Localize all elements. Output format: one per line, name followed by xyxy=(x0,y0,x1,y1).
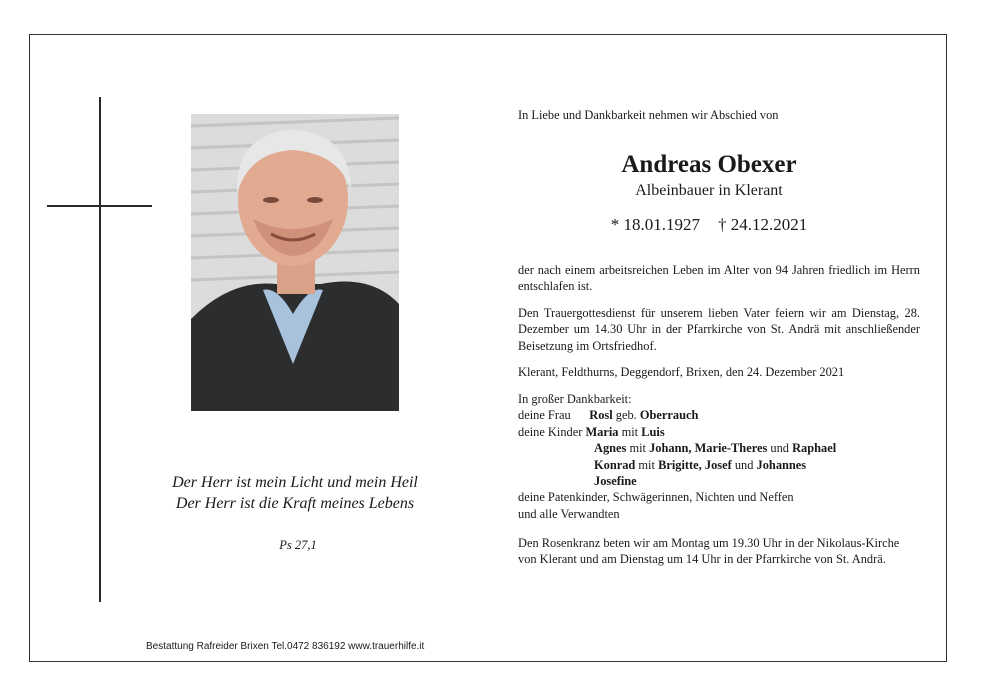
death-date: † 24.12.2021 xyxy=(718,215,808,234)
kids-row-4 xyxy=(518,473,920,489)
kid-2-mit: mit xyxy=(629,441,646,456)
kid-3-child-2: Johannes xyxy=(756,457,807,472)
intro-line: In Liebe und Dankbarkeit nehmen wir Abschied von xyxy=(518,108,779,122)
paragraph-passing: der nach einem arbeitsreichen Leben im Alter von 94 Jahren friedlich im Herrn entschlafen ist. xyxy=(518,263,920,294)
kids-prefix: deine Kinder xyxy=(518,424,583,439)
wife-maiden-name: Oberrauch xyxy=(639,408,699,423)
kids-row-3 xyxy=(518,457,920,473)
kids-row-1 xyxy=(518,424,920,440)
kids-row-2 xyxy=(518,440,920,456)
kid-2-child-1: Marie-Theres xyxy=(694,441,768,456)
paragraph-rosary: Den Rosenkranz beten wir am Montag um 19.30 Uhr in der Nikolaus-Kirche von Klerant und am Dienstag um 14 Uhr in der Pfarrkirche von St. Andrä. xyxy=(518,536,900,567)
verse-reference: Ps 27,1 xyxy=(279,538,317,552)
paragraph-funeral-service: Den Trauergottesdienst für unserem lieben Vater feiern wir am Dienstag, 28. Dezember um 14.30 Uhr in der Pfarrkirche von St. Andrä mit anschließender Beisetzung im Ortsfriedhof. xyxy=(518,306,920,353)
relatives-line-2: und alle Verwandten xyxy=(518,506,620,521)
scripture-motto xyxy=(120,472,470,514)
name-block xyxy=(518,150,920,235)
wife-prefix: deine Frau xyxy=(518,408,571,423)
kid-1-mit: mit xyxy=(621,424,639,439)
relatives-line-1: deine Patenkinder, Schwägerinnen, Nichten und Neffen xyxy=(518,490,794,505)
thanks-header: In großer Dankbarkeit: xyxy=(518,392,632,406)
kid-1-name: Maria xyxy=(585,424,619,439)
kid-3-mit: mit xyxy=(638,457,655,472)
kid-3-und: und xyxy=(734,457,754,472)
bereaved-list xyxy=(518,391,920,522)
cross-vertical-bar xyxy=(99,97,101,602)
wife-name: Rosl xyxy=(589,408,613,423)
deceased-name: Andreas Obexer xyxy=(621,151,797,178)
place-and-date: Klerant, Feldthurns, Deggendorf, Brixen, den 24. Dezember 2021 xyxy=(518,365,845,379)
kid-3-name: Konrad xyxy=(594,457,636,472)
deceased-subtitle: Albeinbauer in Klerant xyxy=(635,182,783,199)
kid-4-name: Josefine xyxy=(594,474,637,489)
kid-2-partner: Johann, xyxy=(649,441,692,456)
kid-1-partner: Luis xyxy=(641,424,665,439)
life-dates xyxy=(498,215,920,235)
portrait-illustration xyxy=(191,114,399,411)
kid-2-name: Agnes xyxy=(594,441,627,456)
kid-2-child-2: Raphael xyxy=(792,441,837,456)
cross-horizontal-bar xyxy=(47,205,152,207)
birth-date: * 18.01.1927 xyxy=(610,215,700,234)
kid-2-und: und xyxy=(770,441,789,456)
funeral-home-footer: Bestattung Rafreider Brixen Tel.0472 836192 www.trauerhilfe.it xyxy=(146,641,425,652)
kid-3-partner: Brigitte, xyxy=(658,457,702,472)
wife-row xyxy=(518,407,920,423)
motto-line-2: Der Herr ist die Kraft meines Lebens xyxy=(175,495,415,512)
portrait-photo xyxy=(191,114,399,411)
kid-3-child-1: Josef xyxy=(704,457,732,472)
motto-line-1: Der Herr ist mein Licht und mein Heil xyxy=(172,474,418,491)
wife-geb: geb. xyxy=(615,408,637,423)
